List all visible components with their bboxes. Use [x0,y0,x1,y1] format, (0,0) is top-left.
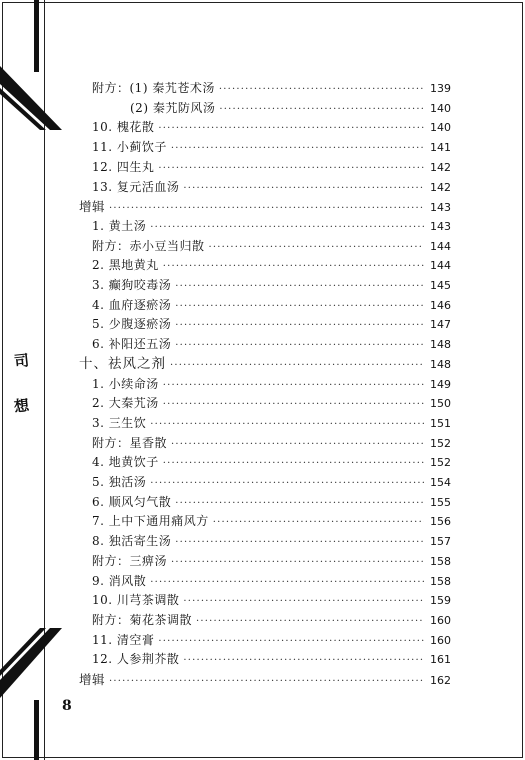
toc-entry-title: 4. 血府逐瘀汤 [92,297,172,312]
toc-dot-leader [175,533,424,553]
toc-entry [92,453,451,473]
toc-entry-title: 附方：菊花茶调散 [92,612,193,627]
toc-dot-leader [158,159,424,179]
toc-entry-page: 160 [430,633,451,647]
toc-entry [92,237,451,257]
toc-entry [92,335,451,355]
toc-entry-title: 11. 清空膏 [92,632,155,647]
toc-dot-leader [196,612,424,632]
toc-entry-page: 160 [430,613,451,627]
toc-entry-title: (2) 秦艽防风汤 [130,100,216,115]
toc-dot-leader [163,454,424,474]
toc-entry-title: 5. 独活汤 [92,475,147,489]
toc-entry [92,512,451,532]
toc-dot-leader [219,100,424,120]
toc-dot-leader [175,336,424,356]
toc-entry [79,670,451,690]
toc-entry [92,414,451,434]
toc-entry-title: 12. 四生丸 [92,159,155,174]
toc-dot-leader [150,415,424,435]
toc-dot-leader [163,376,424,396]
toc-entry-page: 155 [430,495,451,509]
side-mark-1: 司 [13,351,30,371]
toc-entry-page: 158 [430,574,451,588]
toc-entry-page: 159 [430,594,451,608]
toc-entry-title: 13. 复元活血汤 [92,179,180,194]
toc-entry-page: 158 [430,554,451,568]
toc-dot-leader [158,632,424,652]
toc-entry-page: 152 [430,436,451,450]
toc-entry-page: 144 [430,259,451,273]
toc-dot-leader [163,257,424,277]
toc-entry-title: 增辑 [79,672,106,687]
page-number-mark: 8 [62,698,72,714]
toc-dot-leader [171,553,424,573]
toc-dot-leader [183,179,424,199]
toc-entry-title: 附方：星香散 [92,435,168,450]
toc-entry-page: 157 [430,535,451,549]
toc-entry-page: 154 [430,476,451,489]
toc-entry-title: 7. 上中下通用痛风方 [92,514,209,529]
toc-entry-title: 3. 癫狗咬毒汤 [92,278,172,292]
toc-entry [79,197,451,217]
toc-dot-leader [163,395,424,415]
toc-dot-leader [150,474,424,494]
toc-entry-title: 11. 小蓟饮子 [92,140,167,155]
toc-entry [92,118,451,138]
spine-bar-top [34,0,39,72]
toc-entry-page: 140 [430,121,451,135]
toc-entry [92,493,451,513]
toc-entry-title: 5. 少腹逐瘀汤 [92,317,172,332]
toc-dot-leader [183,651,424,671]
toc-entry-title: 1. 黄土汤 [92,218,147,233]
toc-entry [92,158,451,178]
toc-entry [92,631,451,651]
toc-entry [92,552,451,572]
spine-bar-bottom [34,700,39,760]
side-mark-2: 想 [13,396,30,416]
toc-entry-page: 156 [430,515,451,529]
toc-entry-title: 12. 人参荆芥散 [92,652,180,667]
toc-entry-page: 161 [430,653,451,667]
toc-entry [92,591,451,611]
toc-entry [92,79,451,99]
toc-entry [92,375,451,395]
toc-entry [92,276,451,296]
toc-entry-page: 141 [430,141,451,155]
toc-dot-leader [109,672,424,692]
toc-entry-title: 8. 独活寄生汤 [92,534,172,549]
toc-entry-page: 142 [430,180,451,194]
toc-dot-leader [219,80,424,100]
toc-entry [92,473,451,493]
toc-entry-title: 6. 顺风匀气散 [92,494,172,509]
toc-dot-leader [209,238,424,258]
toc-dot-leader [175,277,424,297]
toc-entry [92,217,451,237]
toc-dot-leader [171,139,424,159]
toc-entry-title: 附方：(1) 秦艽苍术汤 [92,81,215,95]
toc-entry-title: 附方：三痹汤 [92,553,168,568]
toc-entry-page: 148 [430,338,451,352]
toc-entry-page: 140 [430,101,451,115]
toc-dot-leader [213,513,424,533]
toc-entry [92,434,451,454]
toc-entry-page: 147 [430,318,451,332]
toc-entry [92,532,451,552]
toc-entry-page: 149 [430,377,451,391]
toc-dot-leader [150,218,424,238]
toc-entry-title: 1. 小续命汤 [92,376,159,391]
toc-dot-leader [175,297,424,317]
toc-entry [79,355,451,375]
toc-entry-title: 十、祛风之剂 [79,355,166,372]
toc-entry-page: 148 [430,357,451,371]
toc-entry-title: 增辑 [79,199,106,215]
toc-dot-leader [175,316,424,336]
toc-entry [92,138,451,158]
toc-entry-title: 10. 川芎茶调散 [92,593,180,608]
toc-entry-title: 附方：赤小豆当归散 [92,238,205,253]
toc-entry-page: 162 [430,674,451,687]
toc-entry [130,99,451,119]
toc-entry-title: 6. 补阳还五汤 [92,337,172,352]
toc-entry-page: 146 [430,298,451,312]
toc-entry [92,572,451,592]
toc-entry-page: 142 [430,160,451,174]
toc-entry-page: 144 [430,239,451,253]
toc-entry-page: 143 [430,201,451,215]
corner-ornament-top [0,64,62,130]
toc-entry [92,296,451,316]
toc-dot-leader [158,119,424,139]
toc-entry-page: 150 [430,397,451,411]
toc-entry-title: 3. 三生饮 [92,415,147,430]
toc-dot-leader [175,494,424,514]
toc-entry-title: 2. 黑地黄丸 [92,258,159,273]
toc-entry-page: 145 [430,279,451,292]
toc-dot-leader [150,573,424,593]
toc-entry-title: 4. 地黄饮子 [92,455,159,470]
toc-entry [92,394,451,414]
toc-entry-title: 2. 大秦艽汤 [92,396,159,411]
toc-dot-leader [170,356,424,376]
toc-entry-title: 10. 槐花散 [92,120,155,135]
toc-entry [92,650,451,670]
toc-entry-page: 143 [430,219,451,233]
toc-entry [92,611,451,631]
toc-entry-page: 152 [430,456,451,470]
toc-entry [92,315,451,335]
toc-entry-page: 139 [430,82,451,95]
toc-entry [92,178,451,198]
toc-entry-page: 151 [430,416,451,430]
toc-dot-leader [183,592,424,612]
corner-ornament-bottom [0,628,62,698]
toc-entry [92,256,451,276]
toc-entry-title: 9. 消风散 [92,573,147,588]
toc-dot-leader [171,435,424,455]
